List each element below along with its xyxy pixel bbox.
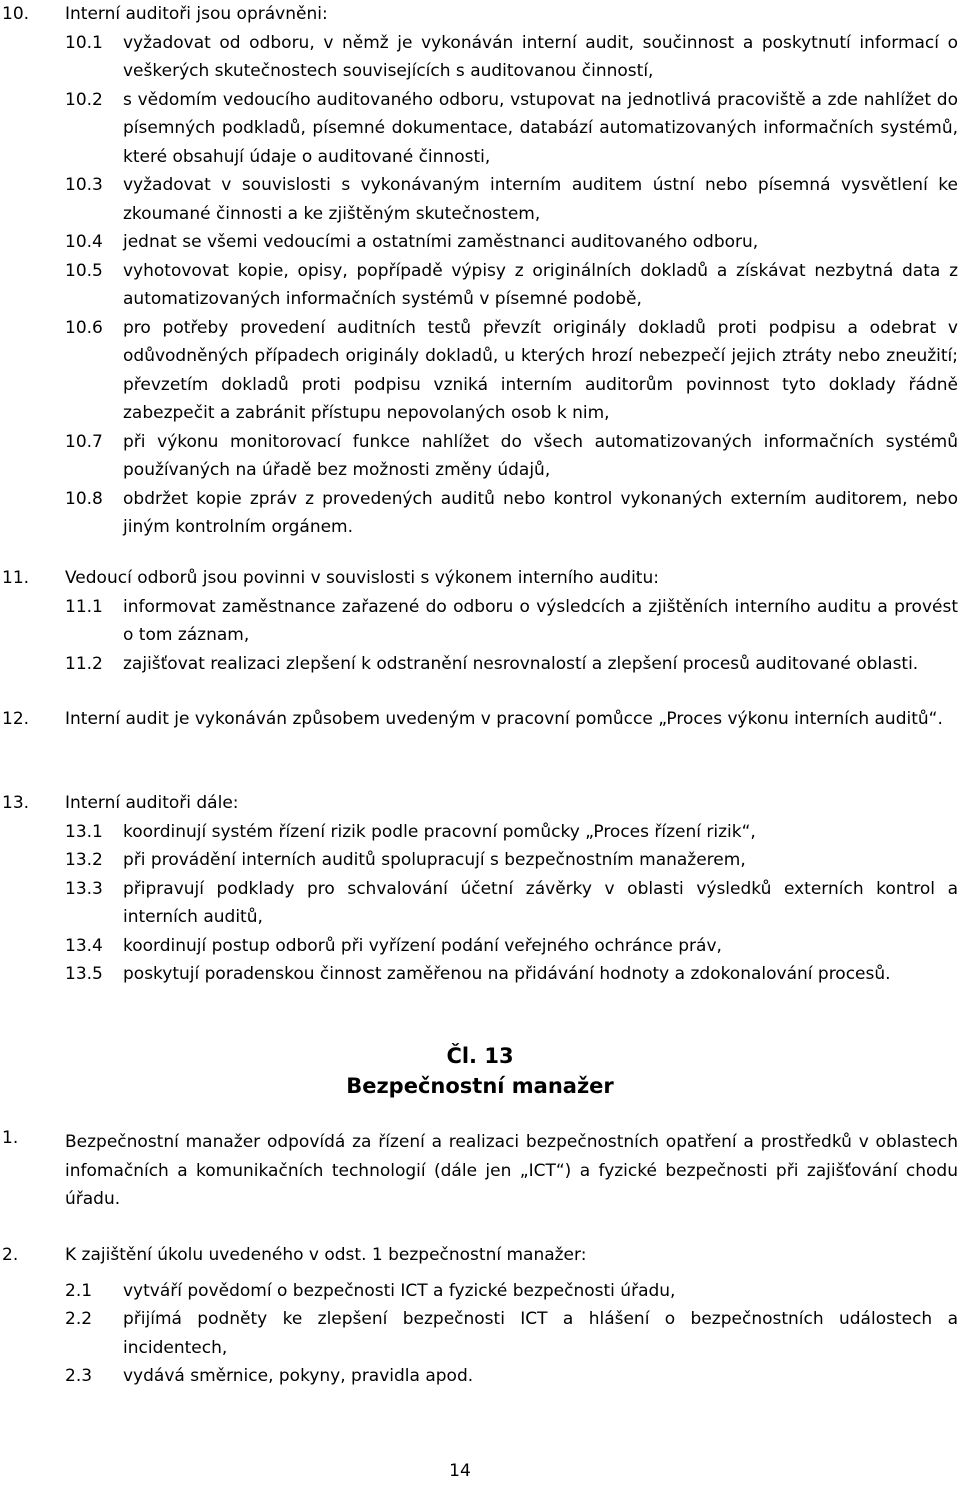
section-text: Interní auditoři dále: <box>65 793 239 813</box>
item-text: s vědomím vedoucího auditovaného odboru, vstupovat na jednotlivá pracoviště a zde nahlížet do písemných podkladů, písemné dokumentace, databází automatizovaných informačních systémů, které obsahují údaje o auditované činnosti, <box>123 89 958 167</box>
item-number: 2.3 <box>65 1366 93 1386</box>
list-item <box>0 257 960 314</box>
page-number: 14 <box>449 1461 471 1481</box>
article-paragraph-1 <box>0 1128 960 1214</box>
item-number: 10.3 <box>65 175 103 195</box>
item-number: 13.5 <box>65 964 103 984</box>
item-text: při provádění interních auditů spolupracují s bezpečnostním manažerem, <box>123 850 746 870</box>
item-number: 13.3 <box>65 878 103 899</box>
list-item <box>0 314 960 428</box>
list-item <box>0 86 960 172</box>
section-12-text <box>0 705 960 734</box>
list-item <box>0 485 960 542</box>
item-text: připravují podklady pro schvalování účetní závěrky v oblasti výsledků externích kontrol a interních auditů, <box>123 878 958 927</box>
list-item <box>0 428 960 485</box>
section-12 <box>0 705 960 734</box>
item-text: vytváří povědomí o bezpečnosti ICT a fyzické bezpečnosti úřadu, <box>123 1280 676 1301</box>
item-number: 13.1 <box>65 821 103 842</box>
section-text: Vedoucí odborů jsou povinni v souvislosti s výkonem interního auditu: <box>65 568 659 588</box>
item-text: přijímá podněty ke zlepšení bezpečnosti ICT a hlášení o bezpečnostních událostech a incidentech, <box>123 1309 958 1358</box>
paragraph-1-text <box>0 1128 960 1214</box>
item-number: 10.8 <box>65 488 103 509</box>
list-item <box>0 593 960 650</box>
list-item <box>0 650 960 679</box>
paragraph-number: 2. <box>2 1245 19 1265</box>
section-10 <box>0 0 960 542</box>
list-item <box>0 228 960 257</box>
item-text: pro potřeby provedení auditních testů převzít originály dokladů proti podpisu a odebrat v odůvodněných případech originály dokladů, u kterých hrozí nebezpečí jejich ztráty nebo zneužití; převzetím dokladů proti podpisu vzniká interním auditorům povinnost tyto doklady řádně zabezpečit a zabránit přístupu nepovolaných osob k nim, <box>123 317 958 423</box>
item-text: vydává směrnice, pokyny, pravidla apod. <box>123 1366 474 1386</box>
section-11-heading <box>0 564 960 593</box>
item-text: jednat se všemi vedoucími a ostatními zaměstnanci auditovaného odboru, <box>123 232 759 252</box>
list-item <box>0 1305 960 1362</box>
section-10-heading <box>0 0 960 29</box>
section-number: 10. <box>2 4 30 24</box>
item-text: obdržet kopie zpráv z provedených auditů nebo kontrol vykonaných externím auditorem, nebo jiným kontrolním orgánem. <box>123 488 958 537</box>
item-number: 13.4 <box>65 935 103 956</box>
section-number: 11. <box>2 568 30 588</box>
item-number: 10.7 <box>65 431 103 452</box>
paragraph-text: K zajištění úkolu uvedeného v odst. 1 bezpečnostní manažer: <box>65 1245 587 1265</box>
list-item <box>0 171 960 228</box>
section-text: Interní audit je vykonáván způsobem uvedeným v pracovní pomůcce „Proces výkonu interních auditů“. <box>65 709 943 729</box>
list-item <box>0 818 960 847</box>
item-text: zajišťovat realizaci zlepšení k odstranění nesrovnalostí a zlepšení procesů auditované oblasti. <box>123 653 919 674</box>
section-13 <box>0 789 960 989</box>
article-number: Čl. 13 <box>446 1044 514 1068</box>
item-number: 11.1 <box>65 596 103 617</box>
article-paragraph-2 <box>0 1241 960 1391</box>
item-number: 10.1 <box>65 32 103 53</box>
item-text: vyhotovovat kopie, opisy, popřípadě výpisy z originálních dokladů a získávat nezbytná data z automatizovaných informačních systémů v písemné podobě, <box>123 260 958 309</box>
section-13-heading <box>0 789 960 818</box>
list-item <box>0 1277 960 1306</box>
item-number: 2.2 <box>65 1309 93 1329</box>
list-item <box>0 932 960 961</box>
item-text: vyžadovat v souvislosti s vykonávaným interním auditem ústní nebo písemná vysvětlení ke zkoumané činnosti a ke zjištěným skutečnostem, <box>123 175 958 224</box>
item-number: 10.2 <box>65 89 103 110</box>
item-number: 13.2 <box>65 850 103 870</box>
item-number: 2.1 <box>65 1280 93 1301</box>
item-number: 10.4 <box>65 232 103 252</box>
paragraph-2-heading <box>0 1241 960 1270</box>
paragraph-text: Bezpečnostní manažer odpovídá za řízení a realizaci bezpečnostních opatření a prostředků v oblastech infomačních a komunikačních technologií (dále jen „ICT“) a fyzické bezpečnosti při zajišťování chodu úřadu. <box>65 1132 958 1209</box>
item-number: 10.6 <box>65 317 103 338</box>
section-11 <box>0 564 960 678</box>
item-text: při výkonu monitorovací funkce nahlížet do všech automatizovaných informačních systémů používaných na úřadě bez možnosti změny údajů, <box>123 431 958 480</box>
item-text: informovat zaměstnance zařazené do odboru o výsledcích a zjištěních interního auditu a provést o tom záznam, <box>123 596 958 645</box>
item-text: vyžadovat od odboru, v němž je vykonáván interní audit, součinnost a poskytnutí informací o veškerých skutečnostech souvisejících s auditovanou činností, <box>123 32 958 81</box>
list-item <box>0 1362 960 1391</box>
article-title: Bezpečnostní manažer <box>346 1074 614 1098</box>
list-item <box>0 29 960 86</box>
section-number: 12. <box>2 709 30 729</box>
list-item <box>0 875 960 932</box>
item-text: koordinují postup odborů při vyřízení podání veřejného ochránce práv, <box>123 935 722 956</box>
section-text: Interní auditoři jsou oprávněni: <box>65 4 328 24</box>
item-number: 10.5 <box>65 260 103 281</box>
item-number: 11.2 <box>65 653 103 674</box>
item-text: koordinují systém řízení rizik podle pracovní pomůcky „Proces řízení rizik“, <box>123 821 756 842</box>
paragraph-number: 1. <box>2 1128 19 1148</box>
section-number: 13. <box>2 793 30 813</box>
list-item <box>0 846 960 875</box>
list-item <box>0 960 960 989</box>
item-text: poskytují poradenskou činnost zaměřenou na přidávání hodnoty a zdokonalování procesů. <box>123 964 891 984</box>
